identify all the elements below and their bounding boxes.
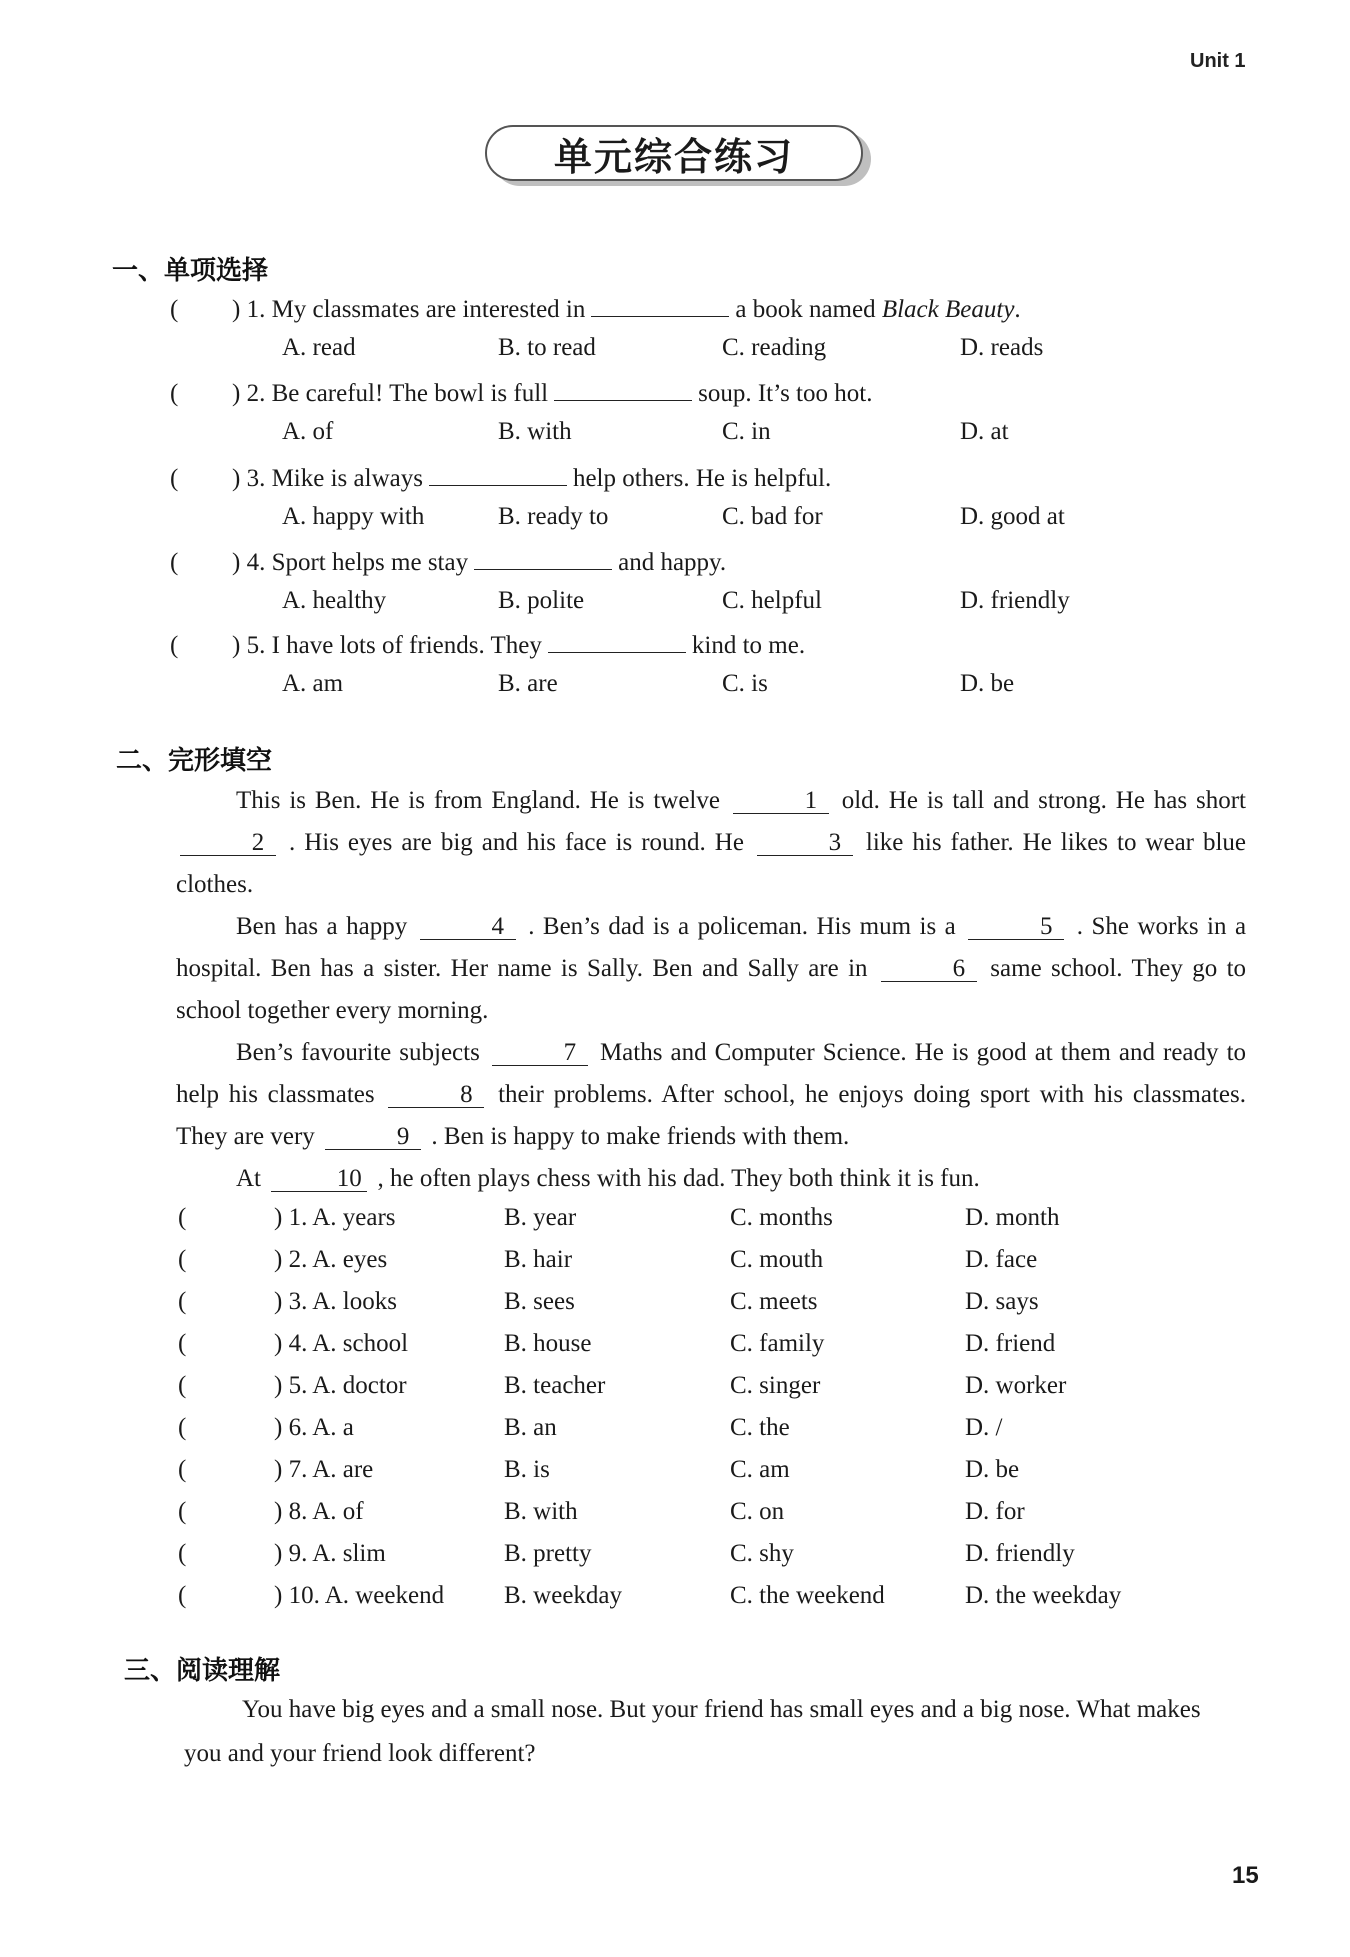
question-stem-rest: and happy.: [618, 549, 727, 576]
option-b[interactable]: B. year: [504, 1204, 577, 1231]
option-b[interactable]: B. weekday: [504, 1582, 623, 1609]
question-stem-rest: a book named: [735, 296, 876, 323]
option-c[interactable]: C. mouth: [730, 1246, 824, 1273]
option-c[interactable]: C. shy: [730, 1540, 794, 1567]
unit-label: Unit 1: [1190, 50, 1246, 72]
cloze-gap[interactable]: 8: [388, 1083, 484, 1108]
question-number-option-a[interactable]: ) 7. A. are: [274, 1456, 374, 1483]
answer-bracket[interactable]: (: [170, 296, 179, 323]
option-c[interactable]: C. family: [730, 1330, 825, 1357]
option-d[interactable]: D. at: [960, 418, 1009, 445]
cloze-gap[interactable]: 4: [420, 915, 516, 940]
cloze-text: . His eyes are big and his face is round. He: [288, 829, 744, 856]
section-heading-single-choice: 一、单项选择: [112, 256, 269, 286]
question-number-option-a[interactable]: ) 2. A. eyes: [274, 1246, 388, 1273]
cloze-text: old. He is tall and strong. He has short: [841, 787, 1246, 814]
option-d[interactable]: D. be: [965, 1456, 1020, 1483]
cloze-option-row: [178, 1246, 1178, 1278]
question-stem: ) 1. My classmates are interested in: [232, 296, 586, 323]
question-stem: ) 5. I have lots of friends. They: [232, 632, 542, 659]
cloze-option-row: [178, 1456, 1178, 1488]
cloze-text: This is Ben. He is from England. He is twelve: [236, 787, 720, 814]
option-c[interactable]: C. am: [730, 1456, 790, 1483]
option-a[interactable]: A. am: [282, 670, 344, 697]
question-line: [170, 545, 726, 577]
cloze-gap[interactable]: 6: [881, 957, 977, 982]
question-stem-rest: soup. It’s too hot.: [698, 380, 873, 407]
question-stem: ) 4. Sport helps me stay: [232, 549, 469, 576]
option-b[interactable]: B. polite: [498, 587, 585, 614]
cloze-paragraph-4: [176, 1158, 1246, 1200]
cloze-text: Ben’s favourite subjects: [236, 1039, 480, 1066]
answer-blank[interactable]: [548, 628, 686, 653]
option-c[interactable]: C. reading: [722, 334, 827, 361]
question-number-option-a[interactable]: ) 3. A. looks: [274, 1288, 397, 1315]
option-b[interactable]: B. to read: [498, 334, 596, 361]
option-c[interactable]: C. the: [730, 1414, 790, 1441]
book-title: Black Beauty: [881, 296, 1015, 323]
cloze-option-row: [178, 1372, 1178, 1404]
answer-bracket[interactable]: (: [178, 1498, 187, 1525]
option-b[interactable]: B. teacher: [504, 1372, 606, 1399]
title-banner: [485, 125, 875, 187]
option-c[interactable]: C. on: [730, 1498, 785, 1525]
option-d[interactable]: D. month: [965, 1204, 1060, 1231]
option-b[interactable]: B. ready to: [498, 503, 609, 530]
question-number-option-a[interactable]: ) 4. A. school: [274, 1330, 409, 1357]
section-heading-reading: 三、阅读理解: [124, 1656, 281, 1686]
option-d[interactable]: D. friendly: [960, 587, 1070, 614]
cloze-text: same school. They go to school together every morning.: [176, 955, 1247, 1024]
section-heading-cloze: 二、完形填空: [116, 746, 273, 776]
answer-bracket[interactable]: (: [178, 1204, 187, 1231]
cloze-option-row: [178, 1414, 1178, 1446]
answer-blank[interactable]: [474, 545, 612, 570]
cloze-gap[interactable]: 7: [492, 1041, 588, 1066]
option-b[interactable]: B. pretty: [504, 1540, 592, 1567]
cloze-text: . Ben’s dad is a policeman. His mum is a: [528, 913, 956, 940]
question-line: [170, 628, 805, 660]
option-b[interactable]: B. sees: [504, 1288, 575, 1315]
answer-bracket[interactable]: (: [178, 1330, 187, 1357]
cloze-gap[interactable]: 10: [271, 1167, 367, 1192]
option-b[interactable]: B. is: [504, 1456, 550, 1483]
question-number-option-a[interactable]: ) 8. A. of: [274, 1498, 364, 1525]
cloze-gap[interactable]: 1: [733, 789, 829, 814]
option-c[interactable]: C. bad for: [722, 503, 823, 530]
page-number: 15: [1232, 1862, 1259, 1889]
answer-bracket[interactable]: (: [178, 1372, 187, 1399]
option-b[interactable]: B. hair: [504, 1246, 573, 1273]
cloze-text: their problems. After school, he enjoys doing sport with his classmates. They are very: [176, 1081, 1246, 1150]
option-d[interactable]: D. for: [965, 1498, 1025, 1525]
cloze-paragraph-1: [176, 780, 1246, 906]
cloze-gap[interactable]: 3: [757, 831, 853, 856]
cloze-paragraph-3: [176, 1032, 1246, 1158]
question-number-option-a[interactable]: ) 1. A. years: [274, 1204, 396, 1231]
cloze-text: , he often plays chess with his dad. They both think it is fun.: [377, 1165, 980, 1192]
option-d[interactable]: D. be: [960, 670, 1015, 697]
answer-bracket[interactable]: (: [178, 1540, 187, 1567]
option-c[interactable]: C. helpful: [722, 587, 822, 614]
answer-bracket[interactable]: (: [178, 1414, 187, 1441]
option-b[interactable]: B. an: [504, 1414, 557, 1441]
option-d[interactable]: D. face: [965, 1246, 1038, 1273]
question-stem: ) 3. Mike is always: [232, 465, 423, 492]
option-b[interactable]: B. house: [504, 1330, 592, 1357]
question-line: [170, 461, 831, 493]
option-b[interactable]: B. with: [498, 418, 572, 445]
option-a[interactable]: A. healthy: [282, 587, 387, 614]
page-title: 单元综合练习: [485, 125, 863, 181]
question-number-option-a[interactable]: ) 6. A. a: [274, 1414, 354, 1441]
option-a[interactable]: A. of: [282, 418, 334, 445]
answer-blank[interactable]: [554, 376, 692, 401]
option-c[interactable]: C. in: [722, 418, 771, 445]
cloze-text: Ben has a happy: [236, 913, 408, 940]
question-number-option-a[interactable]: ) 9. A. slim: [274, 1540, 386, 1567]
answer-bracket[interactable]: (: [178, 1582, 187, 1609]
cloze-text: At: [236, 1165, 261, 1192]
answer-bracket[interactable]: (: [170, 465, 179, 492]
question-number-option-a[interactable]: ) 10. A. weekend: [274, 1582, 445, 1609]
cloze-option-row: [178, 1498, 1178, 1530]
option-d[interactable]: D. says: [965, 1288, 1039, 1315]
option-c[interactable]: C. months: [730, 1204, 833, 1231]
cloze-paragraph-2: [176, 906, 1246, 1032]
cloze-text: . She works in a hospital. Ben has a sister. Her name is Sally. Ben and Sally are in: [176, 913, 1247, 982]
question-stem-rest: help others. He is helpful.: [572, 465, 832, 492]
cloze-gap[interactable]: 5: [968, 915, 1064, 940]
option-d[interactable]: D. reads: [960, 334, 1044, 361]
answer-blank[interactable]: [591, 292, 729, 317]
cloze-option-row: [178, 1288, 1178, 1320]
answer-bracket[interactable]: (: [170, 380, 179, 407]
option-a[interactable]: A. happy with: [282, 503, 425, 530]
option-a[interactable]: A. read: [282, 334, 356, 361]
cloze-option-row: [178, 1204, 1178, 1236]
cloze-gap[interactable]: 9: [325, 1125, 421, 1150]
option-d[interactable]: D. friendly: [965, 1540, 1075, 1567]
answer-blank[interactable]: [429, 461, 567, 486]
option-b[interactable]: B. are: [498, 670, 558, 697]
cloze-option-row: [178, 1540, 1178, 1572]
answer-bracket[interactable]: (: [178, 1246, 187, 1273]
option-d[interactable]: D. worker: [965, 1372, 1067, 1399]
option-d[interactable]: D. the weekday: [965, 1582, 1122, 1609]
option-c[interactable]: C. is: [722, 670, 768, 697]
answer-bracket[interactable]: (: [178, 1456, 187, 1483]
question-number-option-a[interactable]: ) 5. A. doctor: [274, 1372, 407, 1399]
cloze-text: Maths and Computer Science. He is good at them and ready to help his classmates: [176, 1039, 1247, 1108]
option-c[interactable]: C. meets: [730, 1288, 818, 1315]
cloze-passage: [176, 780, 1246, 1200]
cloze-option-row: [178, 1582, 1178, 1614]
option-c[interactable]: C. singer: [730, 1372, 821, 1399]
cloze-text: like his father. He likes to wear blue clothes.: [176, 829, 1247, 898]
option-c[interactable]: C. the weekend: [730, 1582, 885, 1609]
reading-passage: [184, 1688, 1244, 1776]
answer-bracket[interactable]: (: [170, 549, 179, 576]
cloze-option-row: [178, 1330, 1178, 1362]
question-line: [170, 376, 872, 408]
cloze-text: . Ben is happy to make friends with them.: [431, 1123, 850, 1150]
option-d[interactable]: D. /: [965, 1414, 1003, 1441]
reading-paragraph: You have big eyes and a small nose. But your friend has small eyes and a big nose. What makes you and your friend look different?: [184, 1696, 1201, 1767]
question-line: [170, 292, 1021, 324]
option-b[interactable]: B. with: [504, 1498, 578, 1525]
sentence-end: .: [1014, 296, 1021, 323]
answer-bracket[interactable]: (: [170, 632, 179, 659]
option-d[interactable]: D. friend: [965, 1330, 1056, 1357]
option-d[interactable]: D. good at: [960, 503, 1065, 530]
question-stem-rest: kind to me.: [691, 632, 806, 659]
question-stem: ) 2. Be careful! The bowl is full: [232, 380, 549, 407]
cloze-gap[interactable]: 2: [180, 831, 276, 856]
answer-bracket[interactable]: (: [178, 1288, 187, 1315]
